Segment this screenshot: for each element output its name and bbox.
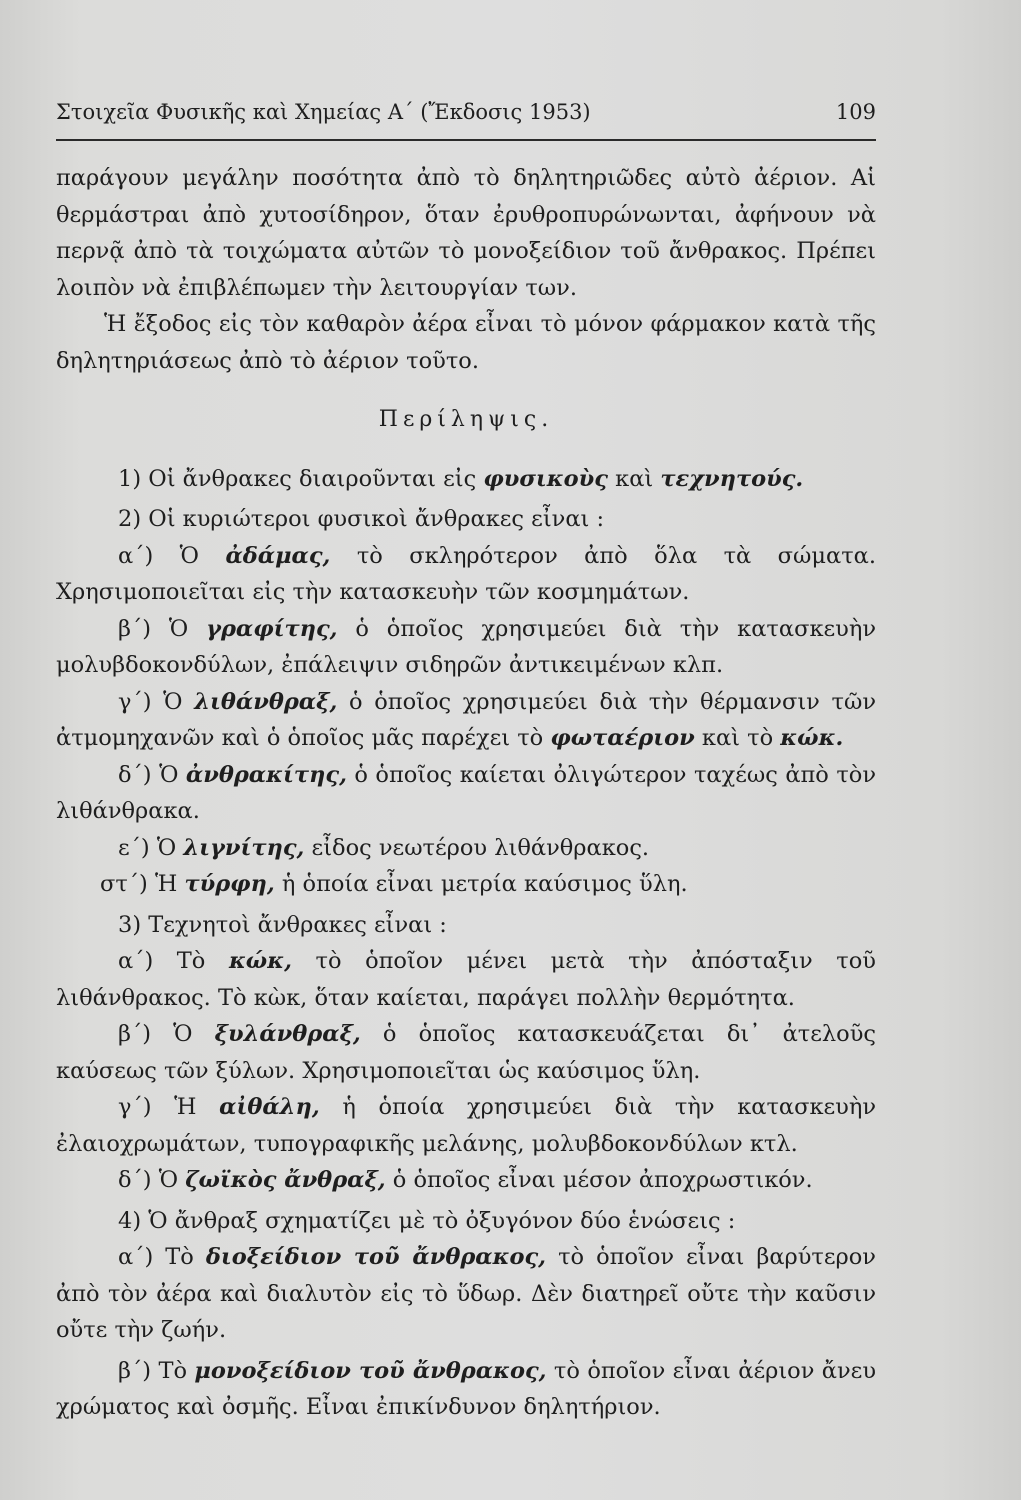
term: λιθάνθραξ, <box>194 688 338 715</box>
term: μονοξείδιον τοῦ ἄνθρακος, <box>194 1357 547 1384</box>
term: ζωϊκὸς ἄνθραξ, <box>185 1167 386 1193</box>
summary-subitem: ε΄) Ὁ λιγνίτης, εἶδος νεωτέρου λιθάνθρακος. <box>118 834 650 861</box>
section-title: Περίληψις. <box>378 407 554 432</box>
term: διοξείδιον τοῦ ἄνθρακος, <box>205 1244 547 1270</box>
summary-subitem: β΄) Ὁ ξυλάνθραξ, ὁ ὁποῖος κατασκευάζεται δι᾽ ἀτελοῦς καύσεως τῶν ξύλων. Χρησιμοποιεῖται ὡς καύσιμος ὕλη. <box>56 1021 876 1084</box>
summary-item-4: 4) Ὁ ἄνθραξ σχηματίζει μὲ τὸ ὀξυγόνον δύο ἑνώσεις : <box>118 1207 736 1234</box>
summary-item-1: 1) Οἱ ἄνθρακες διαιροῦνται εἰς φυσικοὺς καὶ τεχνητούς. <box>118 465 804 492</box>
term: γραφίτης, <box>206 615 338 642</box>
header-rule <box>56 139 876 141</box>
term: κώκ, <box>228 948 292 974</box>
term: κώκ. <box>780 725 844 751</box>
term: λιγνίτης, <box>183 834 305 861</box>
term: τύρφη, <box>184 871 275 897</box>
summary-subitem: δ΄) Ὁ ζωϊκὸς ἄνθραξ, ὁ ὁποῖος εἶναι μέσον ἀποχρωστικόν. <box>118 1167 813 1193</box>
summary-item-2: 2) Οἱ κυριώτεροι φυσικοὶ ἄνθρακες εἶναι : <box>118 506 605 532</box>
summary-subitem: α΄) Ὁ ἀδάμας, τὸ σκληρότερον ἀπὸ ὅλα τὰ σώματα. Χρησιμοποιεῖται εἰς τὴν κατασκευὴν τῶν κοσμημάτων. <box>56 542 876 605</box>
term: ξυλάνθραξ, <box>214 1021 361 1047</box>
summary-subitem: α΄) Τὸ κώκ, τὸ ὁποῖον μένει μετὰ τὴν ἀπόσταξιν τοῦ λιθάνθρακος. Τὸ κὼκ, ὅταν καίεται, παράγει πολλὴν θερμότητα. <box>56 948 876 1011</box>
summary-subitem: στ΄) Ἡ τύρφη, ἡ ὁποία εἶναι μετρία καύσιμος ὕλη. <box>100 871 688 897</box>
page-number: 109 <box>835 100 876 124</box>
paragraph: Ἡ ἔξοδος εἰς τὸν καθαρὸν ἀέρα εἶναι τὸ μόνον φάρμακον κατὰ τῆς δηλητηριάσεως ἀπὸ τὸ ἀέριον τοῦτο. <box>56 311 876 374</box>
body-text <box>56 160 876 1426</box>
summary-subitem: β΄) Τὸ μονοξείδιον τοῦ ἄνθρακος, τὸ ὁποῖον εἶναι ἀέριον ἄνευ χρώματος καὶ ὀσμῆς. Εἶναι ἐπικίνδυνον δηλητήριον. <box>56 1357 876 1420</box>
summary-subitem: γ΄) Ὁ λιθάνθραξ, ὁ ὁποῖος χρησιμεύει διὰ τὴν θέρμανσιν τῶν ἀτμομηχανῶν καὶ ὁ ὁποῖος μᾶς παρέχει τὸ φωταέριον καὶ τὸ κώκ. <box>56 688 877 751</box>
running-header <box>56 100 876 124</box>
term: τεχνητούς. <box>660 465 804 492</box>
term: φυσικοὺς <box>483 465 608 492</box>
running-title: Στοιχεῖα Φυσικῆς καὶ Χημείας Α΄ (Ἔκδοσις 1953) <box>56 100 591 124</box>
summary-subitem: β΄) Ὁ γραφίτης, ὁ ὁποῖος χρησιμεύει διὰ τὴν κατασκευὴν μολυβδοκονδύλων, ἐπάλειψιν σιδηρῶν ἀντικειμένων κλπ. <box>56 615 876 678</box>
term: ἀδάμας, <box>225 542 331 569</box>
term: αἰθάλη, <box>219 1094 320 1120</box>
summary-item-3: 3) Τεχνητοὶ ἄνθρακες εἶναι : <box>118 911 447 938</box>
paragraph: παράγουν μεγάλην ποσότητα ἀπὸ τὸ δηλητηριῶδες αὐτὸ ἀέριον. Αἱ θερμάστραι ἀπὸ χυτοσίδηρον, ὅταν ἐρυθροπυρώνωνται, ἀφήνουν νὰ περνᾷ ἀπὸ τὰ τοιχώματα αὐτῶν τὸ μονοξείδιον τοῦ ἄνθρακος. Πρέπει λοιπὸν νὰ ἐπιβλέπωμεν τὴν λειτουργίαν των. <box>56 165 876 301</box>
summary-subitem: δ΄) Ὁ ἀνθρακίτης, ὁ ὁποῖος καίεται ὀλιγώτερον ταχέως ἀπὸ τὸν λιθάνθρακα. <box>56 761 877 824</box>
summary-subitem: α΄) Τὸ διοξείδιον τοῦ ἄνθρακος, τὸ ὁποῖον εἶναι βαρύτερον ἀπὸ τὸν ἀέρα καὶ διαλυτὸν εἰς τὸ ὕδωρ. Δὲν διατηρεῖ οὔτε τὴν καῦσιν οὔτε τὴν ζωήν. <box>56 1244 876 1343</box>
summary-subitem: γ΄) Ἡ αἰθάλη, ἡ ὁποία χρησιμεύει διὰ τὴν κατασκευὴν ἐλαιοχρωμάτων, τυπογραφικῆς μελάνης, μολυβδοκονδύλων κτλ. <box>56 1094 877 1157</box>
term: φωταέριον <box>550 725 695 751</box>
term: ἀνθρακίτης, <box>185 761 347 788</box>
